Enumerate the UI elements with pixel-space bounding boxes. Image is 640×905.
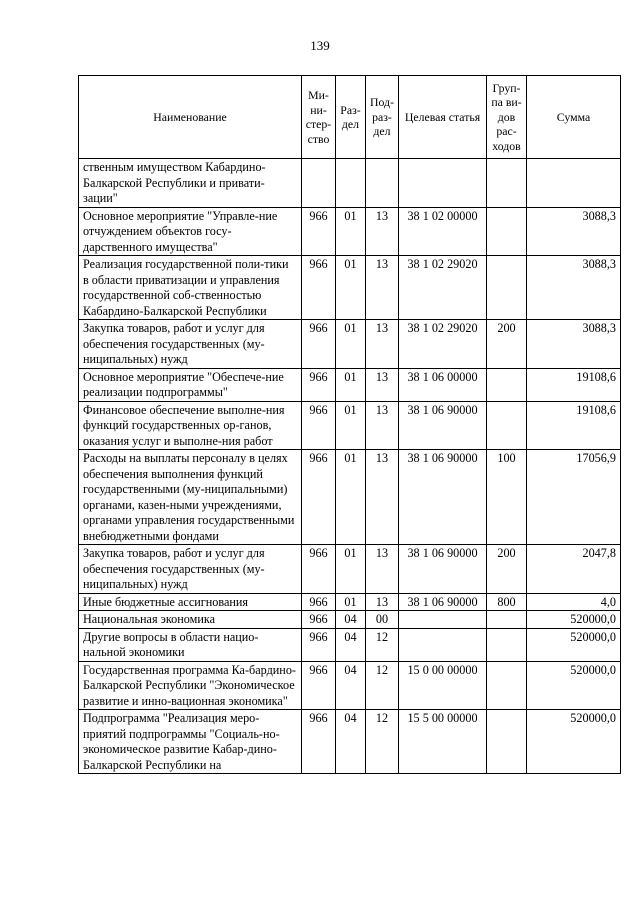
cell-section: 01 xyxy=(336,545,366,594)
header-sum: Сумма xyxy=(527,76,621,159)
cell-subsection xyxy=(366,159,399,208)
cell-ministry: 966 xyxy=(302,593,336,611)
cell-section: 04 xyxy=(336,628,366,661)
cell-group xyxy=(487,159,527,208)
cell-name: Закупка товаров, работ и услуг для обеспечения государственных (му-ниципальных) нужд xyxy=(79,320,302,369)
page-number: 139 xyxy=(310,38,330,53)
cell-group xyxy=(487,661,527,710)
cell-ministry: 966 xyxy=(302,368,336,401)
cell-section: 04 xyxy=(336,661,366,710)
table-row xyxy=(79,450,621,545)
cell-target: 38 1 06 90000 xyxy=(399,401,487,450)
cell-group xyxy=(487,611,527,629)
cell-group: 200 xyxy=(487,320,527,369)
cell-subsection: 13 xyxy=(366,368,399,401)
table-row xyxy=(79,628,621,661)
cell-sum: 4,0 xyxy=(527,593,621,611)
cell-target: 38 1 06 90000 xyxy=(399,545,487,594)
cell-name: Иные бюджетные ассигнования xyxy=(79,593,302,611)
cell-subsection: 13 xyxy=(366,545,399,594)
cell-ministry: 966 xyxy=(302,661,336,710)
cell-sum: 520000,0 xyxy=(527,611,621,629)
header-name: Наименование xyxy=(79,76,302,159)
table-row xyxy=(79,545,621,594)
cell-target: 38 1 02 29020 xyxy=(399,320,487,369)
cell-group: 800 xyxy=(487,593,527,611)
cell-target xyxy=(399,159,487,208)
cell-ministry xyxy=(302,159,336,208)
cell-group: 100 xyxy=(487,450,527,545)
table-row xyxy=(79,593,621,611)
header-subsection: Под-раз-дел xyxy=(366,76,399,159)
cell-target: 38 1 02 00000 xyxy=(399,207,487,256)
cell-group xyxy=(487,710,527,774)
table-header-row xyxy=(79,76,621,159)
cell-group xyxy=(487,256,527,320)
cell-name: Национальная экономика xyxy=(79,611,302,629)
cell-ministry: 966 xyxy=(302,401,336,450)
table-row xyxy=(79,401,621,450)
cell-section: 01 xyxy=(336,450,366,545)
cell-subsection: 12 xyxy=(366,710,399,774)
table-row xyxy=(79,611,621,629)
cell-subsection: 13 xyxy=(366,207,399,256)
table-row xyxy=(79,710,621,774)
cell-section xyxy=(336,159,366,208)
cell-target: 15 5 00 00000 xyxy=(399,710,487,774)
header-section: Раз-дел xyxy=(336,76,366,159)
cell-section: 01 xyxy=(336,256,366,320)
cell-group xyxy=(487,207,527,256)
cell-target: 38 1 02 29020 xyxy=(399,256,487,320)
cell-subsection: 12 xyxy=(366,661,399,710)
cell-ministry: 966 xyxy=(302,710,336,774)
table-body xyxy=(79,159,621,774)
cell-name: Основное мероприятие "Управле-ние отчуждением объектов госу-дарственного имущества" xyxy=(79,207,302,256)
cell-name: Реализация государственной поли-тики в области приватизации и управления государственной соб-ственностью Кабардино-Балкарской Республики xyxy=(79,256,302,320)
cell-sum: 520000,0 xyxy=(527,661,621,710)
cell-group xyxy=(487,401,527,450)
cell-section: 01 xyxy=(336,320,366,369)
cell-sum: 520000,0 xyxy=(527,710,621,774)
cell-ministry: 966 xyxy=(302,256,336,320)
header-target: Целевая статья xyxy=(399,76,487,159)
cell-name: Расходы на выплаты персоналу в целях обеспечения выполнения функций государственными (му-ниципальными) органами, казен-ными учреждениями, органами управления государственными внебюджетными фондами xyxy=(79,450,302,545)
cell-name: Закупка товаров, работ и услуг для обеспечения государственных (му-ниципальных) нужд xyxy=(79,545,302,594)
cell-target: 38 1 06 90000 xyxy=(399,593,487,611)
cell-section: 01 xyxy=(336,207,366,256)
cell-target: 38 1 06 00000 xyxy=(399,368,487,401)
cell-group xyxy=(487,368,527,401)
cell-sum: 3088,3 xyxy=(527,207,621,256)
cell-sum xyxy=(527,159,621,208)
cell-sum: 2047,8 xyxy=(527,545,621,594)
cell-ministry: 966 xyxy=(302,320,336,369)
cell-ministry: 966 xyxy=(302,545,336,594)
cell-section: 04 xyxy=(336,710,366,774)
cell-name: Подпрограмма "Реализация меро-приятий подпрограммы "Социаль-но-экономическое развитие Кабар-дино-Балкарской Республики на xyxy=(79,710,302,774)
cell-subsection: 12 xyxy=(366,628,399,661)
cell-subsection: 00 xyxy=(366,611,399,629)
cell-subsection: 13 xyxy=(366,593,399,611)
cell-sum: 520000,0 xyxy=(527,628,621,661)
cell-target xyxy=(399,628,487,661)
table-row xyxy=(79,320,621,369)
cell-section: 04 xyxy=(336,611,366,629)
cell-name: Государственная программа Ка-бардино-Балкарской Республики "Экономическое развитие и инно-вационная экономика" xyxy=(79,661,302,710)
cell-ministry: 966 xyxy=(302,207,336,256)
cell-subsection: 13 xyxy=(366,401,399,450)
cell-sum: 19108,6 xyxy=(527,401,621,450)
cell-sum: 3088,3 xyxy=(527,320,621,369)
cell-group: 200 xyxy=(487,545,527,594)
cell-section: 01 xyxy=(336,593,366,611)
table-row xyxy=(79,661,621,710)
cell-target: 15 0 00 00000 xyxy=(399,661,487,710)
table-row xyxy=(79,159,621,208)
cell-section: 01 xyxy=(336,401,366,450)
table-row xyxy=(79,256,621,320)
budget-table xyxy=(78,75,621,774)
cell-name: ственным имуществом Кабардино-Балкарской Республики и привати-зации" xyxy=(79,159,302,208)
header-group: Груп-па ви-дов рас-ходов xyxy=(487,76,527,159)
table-row xyxy=(79,207,621,256)
header-ministry: Ми-ни-стер-ство xyxy=(302,76,336,159)
cell-sum: 17056,9 xyxy=(527,450,621,545)
cell-target xyxy=(399,611,487,629)
cell-group xyxy=(487,628,527,661)
cell-ministry: 966 xyxy=(302,628,336,661)
cell-target: 38 1 06 90000 xyxy=(399,450,487,545)
cell-name: Основное мероприятие "Обеспече-ние реализации подпрограммы" xyxy=(79,368,302,401)
cell-sum: 3088,3 xyxy=(527,256,621,320)
cell-subsection: 13 xyxy=(366,256,399,320)
cell-subsection: 13 xyxy=(366,320,399,369)
cell-name: Финансовое обеспечение выполне-ния функций государственных ор-ганов, оказания услуг и выполне-ния работ xyxy=(79,401,302,450)
cell-section: 01 xyxy=(336,368,366,401)
cell-ministry: 966 xyxy=(302,611,336,629)
cell-ministry: 966 xyxy=(302,450,336,545)
table-row xyxy=(79,368,621,401)
cell-sum: 19108,6 xyxy=(527,368,621,401)
cell-name: Другие вопросы в области нацио-нальной экономики xyxy=(79,628,302,661)
cell-subsection: 13 xyxy=(366,450,399,545)
